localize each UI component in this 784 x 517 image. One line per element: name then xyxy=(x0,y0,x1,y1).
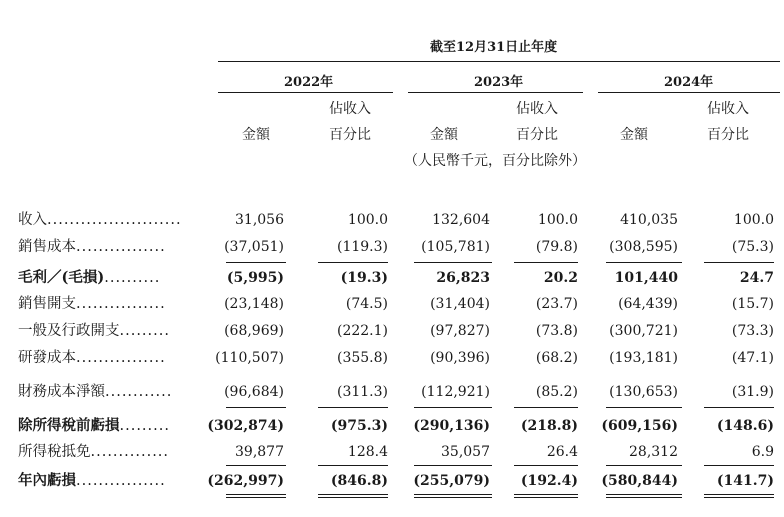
percent-cell: (355.8) xyxy=(336,350,388,366)
percent-cell: (19.3) xyxy=(340,270,388,286)
percent-cell: 100.0 xyxy=(347,212,388,228)
year-2023: 2023年 xyxy=(474,75,524,90)
subtotal-rule xyxy=(606,407,682,408)
total-double-rule xyxy=(414,494,492,498)
row-label: 除所得稅前虧損......... xyxy=(18,417,170,434)
row-label: 所得稅抵免.............. xyxy=(18,444,170,460)
percent-cell: (31.9) xyxy=(731,384,774,400)
percent-cell: 24.7 xyxy=(739,270,774,286)
percent-cell: (68.2) xyxy=(535,350,578,366)
amount-cell: (96,684) xyxy=(224,384,284,400)
table-row xyxy=(0,346,784,370)
amount-cell: (64,439) xyxy=(618,296,678,312)
table-row xyxy=(0,319,784,343)
leader-dots: ................ xyxy=(76,239,166,255)
amount-cell: (97,827) xyxy=(430,323,490,339)
amount-cell: (5,995) xyxy=(226,270,284,286)
table-row xyxy=(0,440,784,464)
amount-cell: (37,051) xyxy=(224,239,284,255)
leader-dots: ................ xyxy=(76,473,166,489)
row-label: 銷售成本................ xyxy=(18,239,166,255)
percent-cell: 26.4 xyxy=(546,444,578,460)
leader-dots: ............ xyxy=(105,384,173,400)
row-label: 一般及行政開支......... xyxy=(18,323,170,339)
subtotal-rule xyxy=(514,465,578,466)
leader-dots: ......... xyxy=(119,323,170,339)
amount-cell: (90,396) xyxy=(430,350,490,366)
amount-cell: (105,781) xyxy=(421,239,490,255)
percent-cell: (73.3) xyxy=(731,323,774,339)
leader-dots: ................ xyxy=(76,350,166,366)
amount-cell: (255,079) xyxy=(413,473,490,489)
amount-cell: (262,997) xyxy=(207,473,284,489)
total-double-rule xyxy=(514,494,578,498)
year-2024-rule xyxy=(598,92,780,93)
row-label: 毛利／(毛損).......... xyxy=(18,269,161,286)
col-pct-2022-line2: 百分比 xyxy=(329,127,371,143)
col-amount-2022: 金額 xyxy=(242,127,270,143)
amount-cell: (290,136) xyxy=(413,418,490,434)
subtotal-rule xyxy=(414,465,492,466)
table-row xyxy=(0,292,784,316)
subtotal-rule xyxy=(704,262,774,263)
year-2022-rule xyxy=(218,92,393,93)
table-row xyxy=(0,414,784,438)
percent-cell: 20.2 xyxy=(543,270,578,286)
leader-dots: ................ xyxy=(76,296,166,312)
leader-dots: .............. xyxy=(90,444,170,460)
percent-cell: (47.1) xyxy=(731,350,774,366)
percent-cell: 6.9 xyxy=(751,444,774,460)
amount-cell: (193,181) xyxy=(609,350,678,366)
percent-cell: (846.8) xyxy=(330,473,388,489)
amount-cell: 26,823 xyxy=(436,270,490,286)
percent-cell: (311.3) xyxy=(336,384,388,400)
percent-cell: (148.6) xyxy=(716,418,774,434)
subtotal-rule xyxy=(704,465,774,466)
row-label: 年內虧損................ xyxy=(18,472,166,489)
percent-cell: (73.8) xyxy=(535,323,578,339)
subtotal-rule xyxy=(318,465,388,466)
year-2023-rule xyxy=(408,92,583,93)
amount-cell: (130,653) xyxy=(609,384,678,400)
year-2022: 2022年 xyxy=(284,75,334,90)
amount-cell: (580,844) xyxy=(601,473,678,489)
unit-note: （人民幣千元，百分比除外） xyxy=(404,153,586,169)
total-double-rule xyxy=(318,494,388,498)
amount-cell: (308,595) xyxy=(609,239,678,255)
amount-cell: (68,969) xyxy=(224,323,284,339)
total-double-rule xyxy=(606,494,682,498)
col-pct-2024-line1: 佔收入 xyxy=(707,101,749,117)
amount-cell: 101,440 xyxy=(614,270,678,286)
percent-cell: (23.7) xyxy=(535,296,578,312)
subtotal-rule xyxy=(318,407,388,408)
subtotal-rule xyxy=(226,407,286,408)
percent-cell: (74.5) xyxy=(345,296,388,312)
leader-dots: .......... xyxy=(104,270,161,286)
percent-cell: (222.1) xyxy=(336,323,388,339)
period-heading: 截至12月31日止年度 xyxy=(430,40,558,55)
percent-cell: (85.2) xyxy=(535,384,578,400)
amount-cell: (300,721) xyxy=(609,323,678,339)
amount-cell: (23,148) xyxy=(224,296,284,312)
table-row xyxy=(0,208,784,232)
percent-cell: 128.4 xyxy=(347,444,388,460)
col-pct-2023-line1: 佔收入 xyxy=(516,101,558,117)
percent-cell: (975.3) xyxy=(330,418,388,434)
percent-cell: (79.8) xyxy=(535,239,578,255)
percent-cell: 100.0 xyxy=(733,212,774,228)
table-row xyxy=(0,266,784,290)
year-2024: 2024年 xyxy=(664,75,714,90)
row-label: 銷售開支................ xyxy=(18,296,166,312)
subtotal-rule xyxy=(414,262,492,263)
amount-cell: 35,057 xyxy=(441,444,490,460)
percent-cell: (119.3) xyxy=(336,239,388,255)
subtotal-rule xyxy=(606,465,682,466)
percent-cell: (218.8) xyxy=(520,418,578,434)
period-rule xyxy=(218,61,780,62)
leader-dots: ......... xyxy=(119,418,170,434)
amount-cell: (302,874) xyxy=(207,418,284,434)
amount-cell: (110,507) xyxy=(215,350,284,366)
table-row xyxy=(0,235,784,259)
amount-cell: 410,035 xyxy=(620,212,678,228)
leader-dots: ........................ xyxy=(47,212,182,228)
amount-cell: 39,877 xyxy=(235,444,284,460)
table-row xyxy=(0,469,784,493)
col-pct-2022-line1: 佔收入 xyxy=(329,101,371,117)
subtotal-rule xyxy=(414,407,492,408)
amount-cell: 31,056 xyxy=(235,212,284,228)
row-label: 研發成本................ xyxy=(18,350,166,366)
total-double-rule xyxy=(704,494,774,498)
percent-cell: (192.4) xyxy=(520,473,578,489)
col-amount-2023: 金額 xyxy=(430,127,458,143)
col-amount-2024: 金額 xyxy=(620,127,648,143)
subtotal-rule xyxy=(226,262,286,263)
subtotal-rule xyxy=(606,262,682,263)
subtotal-rule xyxy=(514,407,578,408)
row-label: 收入........................ xyxy=(18,212,182,228)
percent-cell: (141.7) xyxy=(716,473,774,489)
subtotal-rule xyxy=(318,262,388,263)
total-double-rule xyxy=(226,494,286,498)
subtotal-rule xyxy=(514,262,578,263)
table-row xyxy=(0,380,784,404)
amount-cell: 28,312 xyxy=(629,444,678,460)
col-pct-2023-line2: 百分比 xyxy=(516,127,558,143)
subtotal-rule xyxy=(704,407,774,408)
percent-cell: (75.3) xyxy=(731,239,774,255)
subtotal-rule xyxy=(226,465,286,466)
percent-cell: 100.0 xyxy=(537,212,578,228)
amount-cell: (112,921) xyxy=(421,384,490,400)
percent-cell: (15.7) xyxy=(731,296,774,312)
col-pct-2024-line2: 百分比 xyxy=(707,127,749,143)
row-label: 財務成本淨額............ xyxy=(18,384,173,400)
amount-cell: 132,604 xyxy=(432,212,490,228)
amount-cell: (31,404) xyxy=(430,296,490,312)
amount-cell: (609,156) xyxy=(601,418,678,434)
